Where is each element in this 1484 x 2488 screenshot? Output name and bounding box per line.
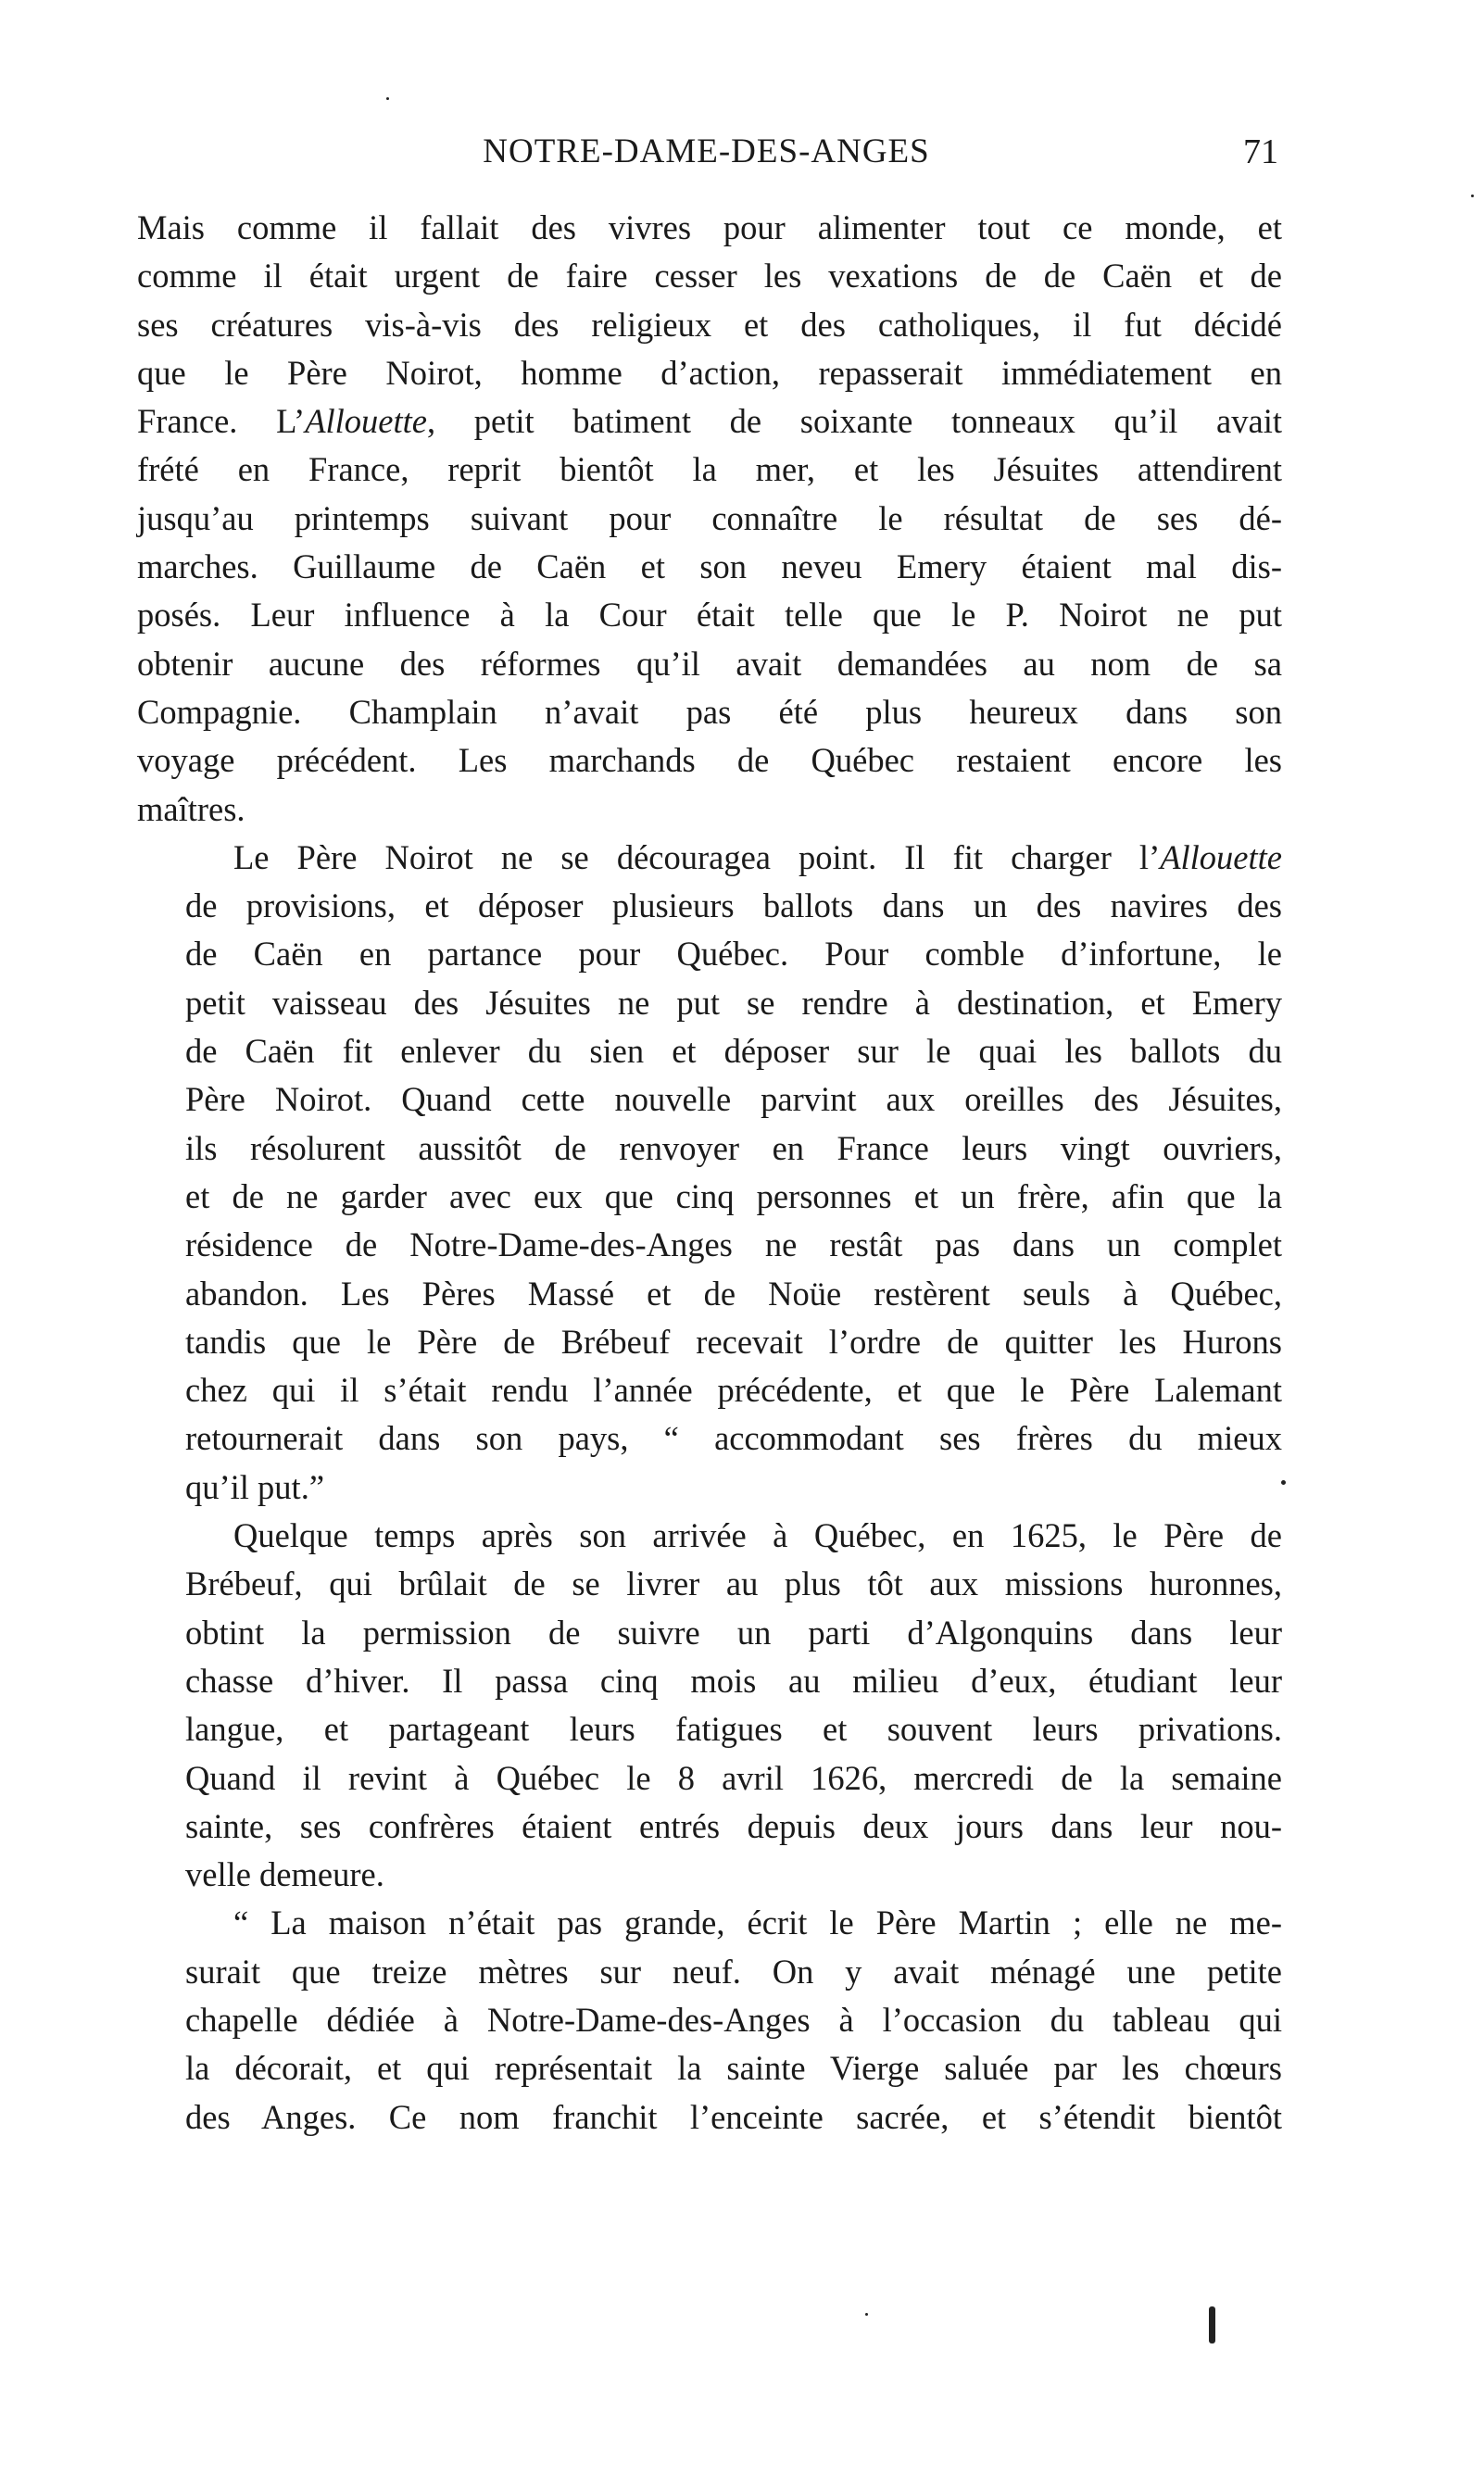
text-line: résidence de Notre-Dame-des-Anges ne restât pas dans un complet xyxy=(185,1225,1282,1264)
ink-speck xyxy=(1209,2306,1215,2343)
ink-speck xyxy=(865,2313,868,2316)
text-line: jusqu’au printemps suivant pour connaître le résultat de ses dé- xyxy=(137,498,1282,537)
text-line: surait que treize mètres sur neuf. On y avait ménagé une petite xyxy=(185,1952,1282,1991)
paragraph xyxy=(137,204,1282,834)
text-line: Quelque temps après son arrivée à Québec, en 1625, le Père de xyxy=(233,1516,1282,1555)
text-line: et de ne garder avec eux que cinq personnes et un frère, afin que la xyxy=(185,1176,1282,1215)
text-line: qu’il put.” xyxy=(185,1467,325,1506)
paragraph xyxy=(137,834,1282,1512)
text-line: abandon. Les Pères Massé et de Noüe restèrent seuls à Québec, xyxy=(185,1274,1282,1313)
text-line: ils résolurent aussitôt de renvoyer en France leurs vingt ouvriers, xyxy=(185,1128,1282,1167)
text-line: retournerait dans son pays, “ accommodant ses frères du mieux xyxy=(185,1419,1282,1458)
text-line: marches. Guillaume de Caën et son neveu Emery étaient mal dis- xyxy=(137,547,1282,586)
text-line: que le Père Noirot, homme d’action, repasserait immédiatement en xyxy=(137,353,1282,392)
page-number: 71 xyxy=(1243,132,1278,171)
text-line: de provisions, et déposer plusieurs ballots dans un des navires des xyxy=(185,886,1282,925)
text-line: comme il était urgent de faire cesser les vexations de de Caën et de xyxy=(137,257,1282,295)
text-line: chasse d’hiver. Il passa cinq mois au milieu d’eux, étudiant leur xyxy=(185,1661,1282,1700)
text-line: frété en France, reprit bientôt la mer, et les Jésuites attendirent xyxy=(137,450,1282,489)
paragraph xyxy=(137,1899,1282,2141)
body-text xyxy=(137,204,1282,2142)
text-line: posés. Leur influence à la Cour était telle que le P. Noirot ne put xyxy=(137,596,1282,635)
text-line: Quand il revint à Québec le 8 avril 1626, mercredi de la semaine xyxy=(185,1758,1282,1797)
ship-name: Allouette xyxy=(305,402,427,441)
text-line: de Caën en partance pour Québec. Pour comble d’infortune, le xyxy=(185,935,1282,974)
text-line: obtenir aucune des réformes qu’il avait demandées au nom de sa xyxy=(137,644,1282,683)
text-line: obtint la permission de suivre un parti d’Algonquins dans leur xyxy=(185,1613,1282,1652)
text-line: de Caën fit enlever du sien et déposer sur le quai les ballots du xyxy=(185,1032,1282,1071)
ink-speck xyxy=(1471,195,1474,197)
text-line: la décorait, et qui représentait la sainte Vierge saluée par les chœurs xyxy=(185,2049,1282,2088)
text-line: velle demeure. xyxy=(185,1855,384,1894)
text-line: maîtres. xyxy=(137,789,245,828)
ink-speck xyxy=(386,97,389,100)
text-line: Brébeuf, qui brûlait de se livrer au plus tôt aux missions huronnes, xyxy=(185,1564,1282,1603)
running-head xyxy=(134,126,1278,178)
text-line: chapelle dédiée à Notre-Dame-des-Anges à l’occasion du tableau qui xyxy=(185,2000,1282,2039)
running-title: NOTRE-DAME-DES-ANGES xyxy=(483,132,930,170)
paragraph xyxy=(137,1512,1282,1899)
text-line: France. L’Allouette, petit batiment de soixante tonneaux qu’il avait xyxy=(137,402,1282,441)
text-line: Père Noirot. Quand cette nouvelle parvint aux oreilles des Jésuites, xyxy=(185,1080,1282,1119)
text-line: ses créatures vis-à-vis des religieux et des catholiques, il fut décidé xyxy=(137,305,1282,344)
text-line: langue, et partageant leurs fatigues et souvent leurs privations. xyxy=(185,1710,1282,1749)
text-line: tandis que le Père de Brébeuf recevait l’ordre de quitter les Hurons xyxy=(185,1322,1282,1361)
text-line: petit vaisseau des Jésuites ne put se rendre à destination, et Emery xyxy=(185,983,1282,1022)
text-line: Mais comme il fallait des vivres pour alimenter tout ce monde, et xyxy=(137,208,1282,246)
text-line: Le Père Noirot ne se découragea point. Il fit charger l’Allouette xyxy=(233,837,1282,876)
text-line: Compagnie. Champlain n’avait pas été plus heureux dans son xyxy=(137,692,1282,731)
text-line: voyage précédent. Les marchands de Québec restaient encore les xyxy=(137,741,1282,780)
text-line: “ La maison n’était pas grande, écrit le Père Martin ; elle ne me- xyxy=(233,1904,1282,1942)
ink-speck xyxy=(1281,1480,1286,1485)
text-line: des Anges. Ce nom franchit l’enceinte sacrée, et s’étendit bientôt xyxy=(185,2097,1282,2136)
text-line: sainte, ses confrères étaient entrés depuis deux jours dans leur nou- xyxy=(185,1806,1282,1845)
text-line: chez qui il s’était rendu l’année précédente, et que le Père Lalemant xyxy=(185,1371,1282,1410)
ship-name: Allouette xyxy=(1160,837,1282,876)
